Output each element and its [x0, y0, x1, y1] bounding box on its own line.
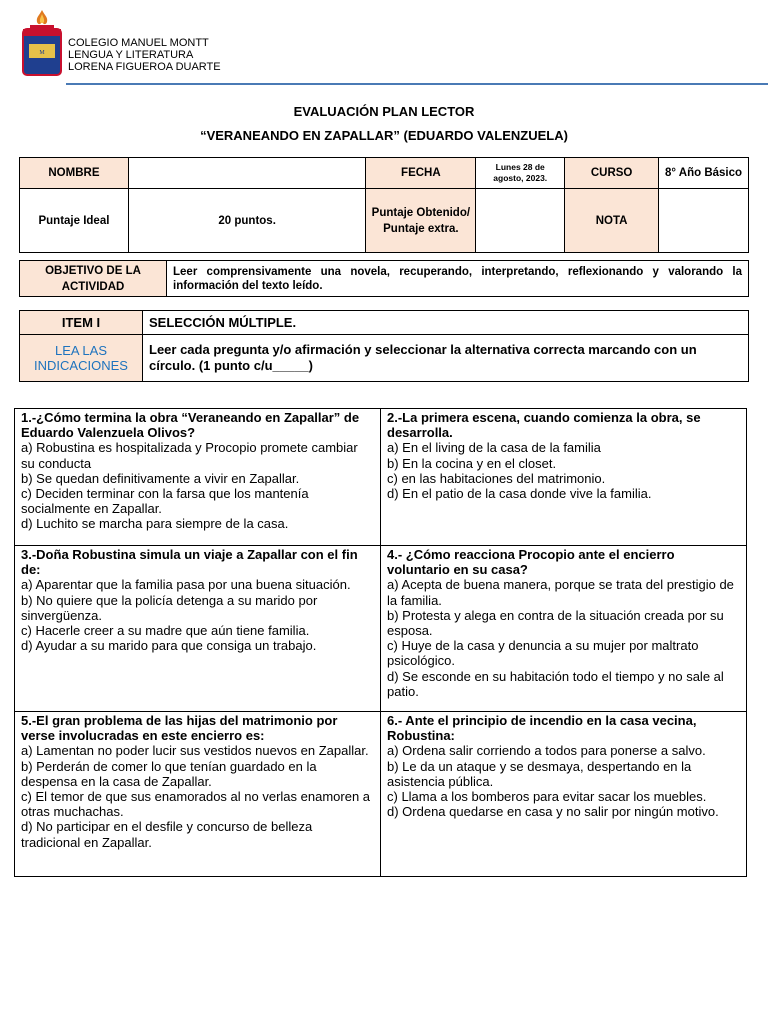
option-c[interactable]: c) El temor de que sus enamorados al no verlas enamoren a otras muchachas. [21, 789, 371, 820]
teacher-name: LORENA FIGUEROA DUARTE [68, 61, 221, 73]
school-crest-logo [20, 8, 64, 80]
page-subtitle: “VERANEANDO EN ZAPALLAR” (EDUARDO VALENZUELA) [200, 128, 568, 143]
student-info-table [19, 157, 749, 253]
puntaje-ideal-value: 20 puntos. [128, 189, 366, 253]
option-b[interactable]: b) Le da un ataque y se desmaya, despertando en la asistencia pública. [387, 758, 692, 789]
option-d[interactable]: d) Ordena quedarse en casa y no salir por ningún motivo. [387, 804, 719, 820]
option-c[interactable]: c) Huye de la casa y denuncia a su mujer por maltrato psicológico. [387, 638, 699, 669]
question-cell [381, 546, 747, 712]
option-a[interactable]: a) Acepta de buena manera, porque se trata del prestigio de la familia. [387, 577, 734, 608]
option-c[interactable]: c) Llama a los bomberos para evitar sacar los muebles. [387, 789, 707, 805]
option-d[interactable]: d) En el patio de la casa donde vive la familia. [387, 486, 652, 502]
question-text: 5.-El gran problema de las hijas del matrimonio por verse involucradas en este encierro es: [21, 713, 338, 744]
puntaje-obtenido-label: Puntaje Obtenido/ Puntaje extra. [366, 189, 476, 253]
question-cell [15, 546, 381, 712]
option-b[interactable]: b) En la cocina y en el closet. [387, 455, 557, 471]
question-text: 1.-¿Cómo termina la obra “Veraneando en Zapallar” de Eduardo Valenzuela Olivos? [21, 410, 360, 441]
option-d[interactable]: d) No participar en el desfile y concurso de belleza tradicional en Zapallar. [21, 819, 313, 850]
nombre-label: NOMBRE [20, 158, 129, 189]
option-b[interactable]: b) Protesta y alega en contra de la situación creada por su esposa. [387, 607, 724, 639]
option-b[interactable]: b) Perderán de comer lo que tenían guardado en la despensa en la casa de Zapallar. [21, 758, 317, 789]
subject-name: LENGUA Y LITERATURA [68, 49, 194, 61]
questions-table [14, 408, 747, 877]
header-divider [66, 83, 768, 85]
objective-label: OBJETIVO DE LA ACTIVIDAD [20, 261, 167, 297]
option-a[interactable]: a) En el living de la casa de la familia [387, 440, 601, 456]
item-header-table [19, 310, 749, 382]
option-a[interactable]: a) Ordena salir corriendo a todos para ponerse a salvo. [387, 743, 706, 759]
instructions-label: LEA LAS INDICACIONES [20, 335, 143, 382]
objective-table [19, 260, 749, 297]
option-c[interactable]: c) en las habitaciones del matrimonio. [387, 470, 606, 486]
page-title: EVALUACIÓN PLAN LECTOR [293, 104, 475, 119]
objective-text: Leer comprensivamente una novela, recuperando, interpretando, reflexionando y valorando la información del texto leído. [167, 261, 749, 297]
svg-text:M: M [39, 50, 45, 56]
option-b[interactable]: b) No quiere que la policía detenga a su marido por sinvergüenza. [21, 592, 318, 623]
curso-label: CURSO [565, 158, 659, 189]
option-a[interactable]: a) Aparentar que la familia pasa por una buena situación. [21, 577, 351, 593]
question-cell [381, 409, 747, 546]
question-cell [15, 712, 381, 877]
school-info [68, 37, 221, 73]
question-text: 4.- ¿Cómo reacciona Procopio ante el encierro voluntario en su casa? [387, 547, 675, 578]
nombre-field[interactable] [128, 158, 366, 189]
item-title: SELECCIÓN MÚLTIPLE. [143, 311, 749, 335]
option-c[interactable]: c) Hacerle creer a su madre que aún tiene familia. [21, 623, 310, 639]
option-d[interactable]: d) Luchito se marcha para siempre de la casa. [21, 516, 289, 532]
option-a[interactable]: a) Lamentan no poder lucir sus vestidos nuevos en Zapallar. [21, 743, 369, 759]
instructions-text: Leer cada pregunta y/o afirmación y seleccionar la alternativa correcta marcando con un círculo. (1 punto c/u_____) [143, 335, 749, 382]
question-text: 6.- Ante el principio de incendio en la casa vecina, Robustina: [387, 713, 697, 744]
option-d[interactable]: d) Ayudar a su marido para que consiga un trabajo. [21, 638, 317, 654]
curso-value: 8° Año Básico [659, 158, 749, 189]
nota-field[interactable] [659, 189, 749, 253]
school-name: COLEGIO MANUEL MONTT [68, 37, 209, 49]
question-cell [15, 409, 381, 546]
question-text: 3.-Doña Robustina simula un viaje a Zapallar con el fin de: [21, 547, 358, 578]
page-header [0, 0, 768, 90]
option-a[interactable]: a) Robustina es hospitalizada y Procopio promete cambiar su conducta [21, 440, 358, 471]
puntaje-obtenido-field[interactable] [476, 189, 565, 253]
option-b[interactable]: b) Se quedan definitivamente a vivir en Zapallar. [21, 470, 300, 486]
puntaje-ideal-label: Puntaje Ideal [20, 189, 129, 253]
nota-label: NOTA [565, 189, 659, 253]
fecha-value: Lunes 28 de agosto, 2023. [476, 158, 565, 189]
item-label: ITEM I [20, 311, 143, 335]
question-cell [381, 712, 747, 877]
question-text: 2.-La primera escena, cuando comienza la obra, se desarrolla. [387, 410, 701, 441]
option-c[interactable]: c) Deciden terminar con la farsa que los mantenía socialmente en Zapallar. [21, 486, 309, 517]
fecha-label: FECHA [366, 158, 476, 189]
option-d[interactable]: d) Se esconde en su habitación todo el tiempo y no sale al patio. [387, 668, 724, 699]
